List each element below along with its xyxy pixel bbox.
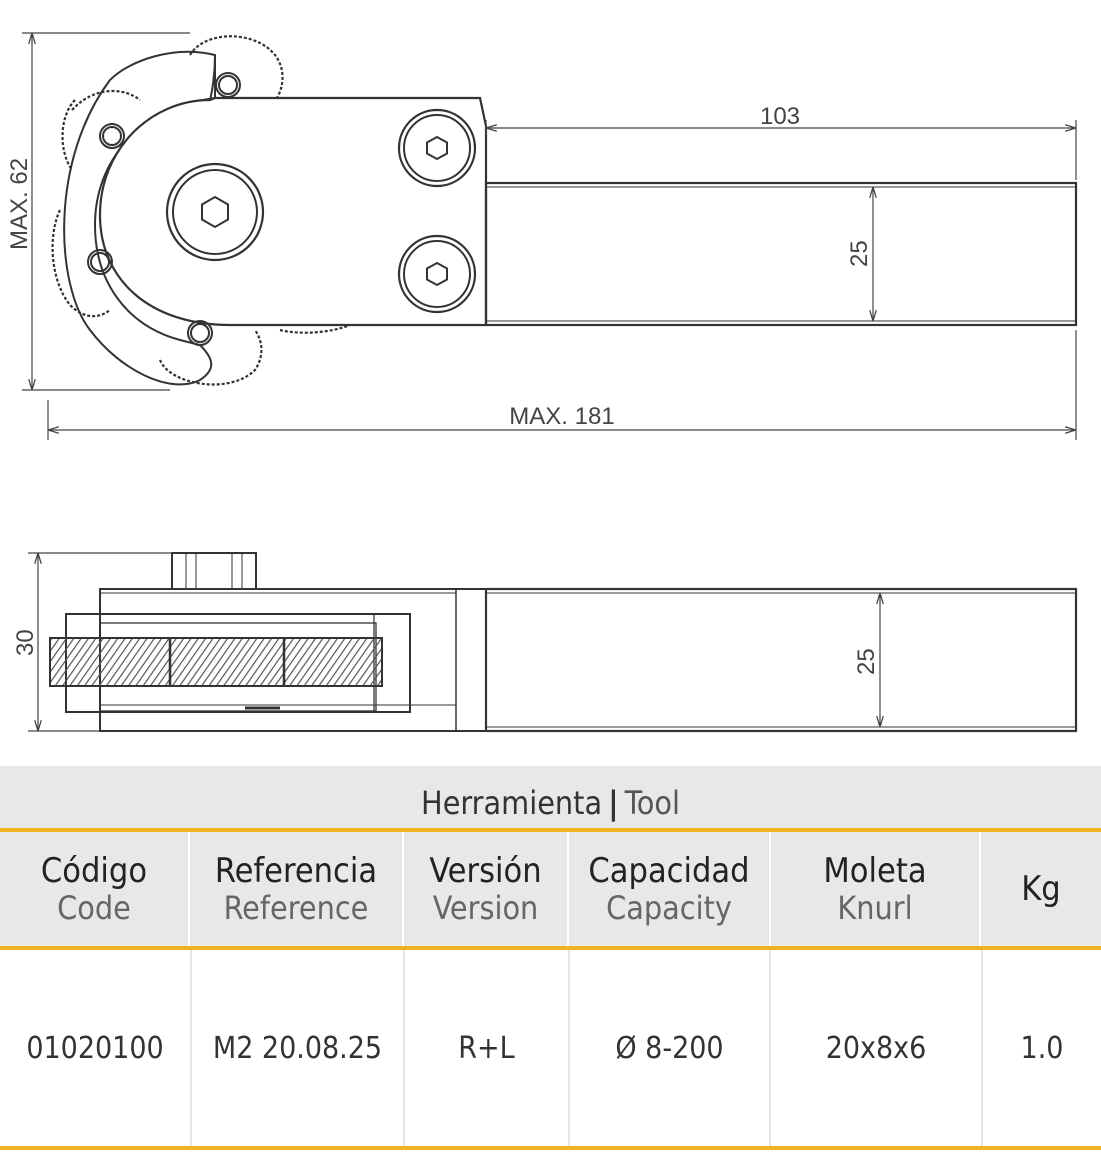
value-capacity: Ø 8-200: [615, 1030, 724, 1066]
header-knurl-es: Moleta: [823, 851, 927, 891]
header-version: [404, 832, 567, 946]
header-capacity-en: Capacity: [606, 889, 732, 927]
table-title-es: Herramienta: [421, 784, 603, 822]
cell-code: [0, 950, 190, 1146]
header-version-es: Versión: [429, 851, 542, 891]
value-kg: 1.0: [1020, 1030, 1064, 1066]
cell-version: [405, 950, 568, 1146]
cell-capacity: [570, 950, 769, 1146]
dim-side-height: 30: [12, 629, 39, 656]
top-view: [53, 36, 1076, 384]
cell-knurl: [771, 950, 981, 1146]
accent-line-bottom: [0, 1146, 1101, 1150]
value-knurl: 20x8x6: [825, 1030, 927, 1066]
value-version: R+L: [458, 1030, 515, 1066]
spec-table: [0, 766, 1101, 1152]
header-knurl: [771, 832, 979, 946]
cell-kg: [983, 950, 1101, 1146]
header-kg: [981, 832, 1101, 946]
header-capacity-es: Capacidad: [588, 851, 750, 891]
dim-shank-height-side: 25: [853, 648, 880, 675]
dim-shank-height-top: 25: [846, 240, 873, 267]
header-version-en: Version: [432, 889, 539, 927]
header-code-en: Code: [57, 889, 131, 927]
table-title: [0, 766, 1101, 828]
table-title-en: Tool: [624, 784, 680, 822]
header-code: [0, 832, 188, 946]
header-reference-es: Referencia: [214, 851, 378, 891]
header-reference-en: Reference: [223, 889, 369, 927]
dim-max-length: MAX. 181: [509, 403, 615, 430]
header-kg-label: Kg: [1021, 869, 1061, 909]
table-title-separator: |: [608, 784, 619, 822]
dim-shank-length: 103: [759, 103, 801, 130]
header-code-es: Código: [40, 851, 148, 891]
header-capacity: [569, 832, 769, 946]
value-code: 01020100: [26, 1030, 164, 1066]
cell-reference: [192, 950, 403, 1146]
value-reference: M2 20.08.25: [212, 1030, 383, 1066]
header-knurl-en: Knurl: [837, 889, 913, 927]
header-reference: [190, 832, 402, 946]
table-row: [0, 950, 1101, 1146]
table-header-row: [0, 832, 1101, 946]
side-view: [50, 553, 1076, 731]
dim-max-width: MAX. 62: [6, 157, 33, 250]
